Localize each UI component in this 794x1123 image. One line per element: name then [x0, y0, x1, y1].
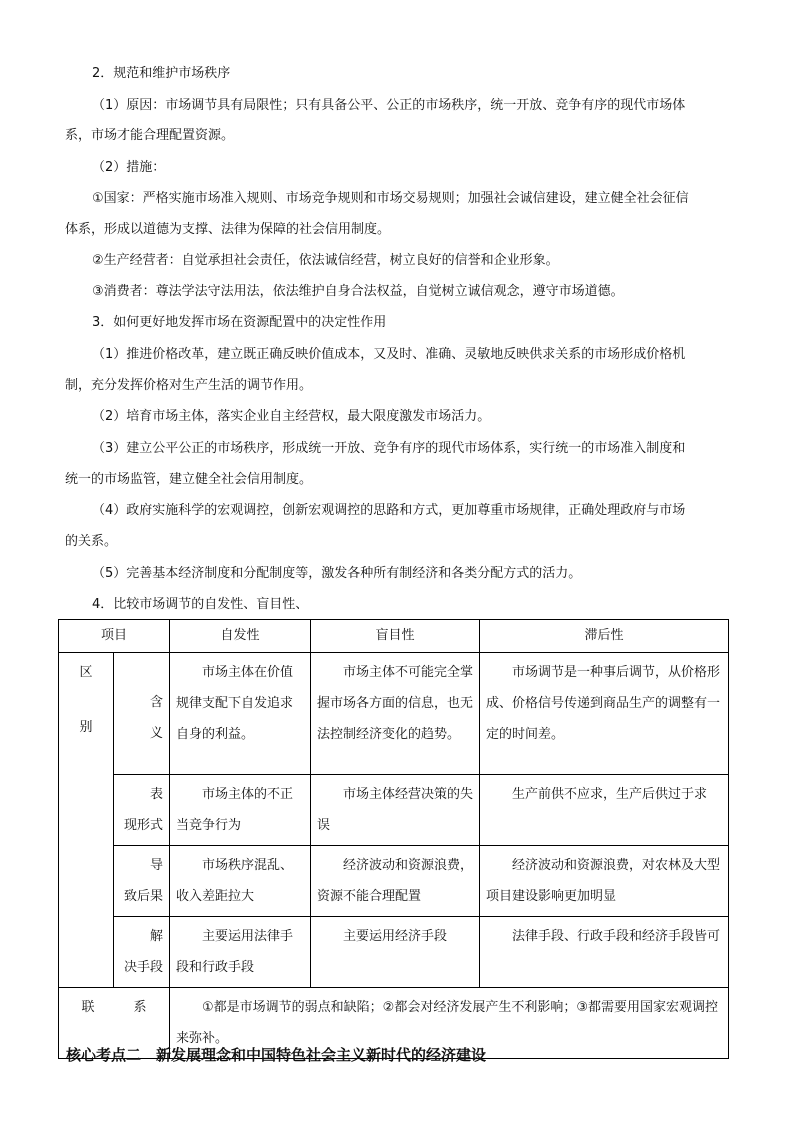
- table-row: [59, 653, 729, 775]
- cell-meaning-spontaneity: 市场主体在价值规律支配下自发追求自身的利益。: [170, 653, 311, 775]
- section-3-point5: （5）完善基本经济制度和分配制度等，激发各种所有制经济和各类分配方式的活力。: [92, 566, 582, 581]
- header-item: 项目: [59, 620, 170, 653]
- group-label-char1: 区: [79, 665, 93, 680]
- section-3-point2: （2）培育市场主体，落实企业自主经营权，最大限度激发市场活力。: [92, 409, 491, 424]
- header-lag: 滞后性: [480, 620, 729, 653]
- section-3-point1-line1: （1）推进价格改革，建立既正确反映价值成本，又及时、准确、灵敏地反映供求关系的市场形成价格机: [92, 347, 686, 362]
- section-2-measure-consumers: ③消费者：尊法学法守法用法，依法维护自身合法权益，自觉树立诚信观念，遵守市场道德。: [92, 284, 624, 299]
- group-label-char2: 别: [79, 720, 93, 735]
- row-label-line2: 现形式: [124, 818, 164, 833]
- row-label-line1: 解: [150, 929, 164, 944]
- row-label-line2: 致后果: [124, 889, 164, 904]
- cell-consequence-blindness: 经济波动和资源浪费，资源不能合理配置: [311, 846, 480, 917]
- table-row: [59, 775, 729, 846]
- section-3-point3-line1: （3）建立公平公正的市场秩序，形成统一开放、竞争有序的现代市场体系，实行统一的市场准入制度和: [92, 441, 686, 456]
- cell-form-blindness: 市场主体经营决策的失误: [311, 775, 480, 846]
- cell-solution-spontaneity: 主要运用法律手段和行政手段: [170, 917, 311, 988]
- cell-consequence-spontaneity: 市场秩序混乱、收入差距拉大: [170, 846, 311, 917]
- table-header-row: [59, 620, 729, 653]
- row-label-line1: 导: [150, 858, 164, 873]
- cell-solution-lag: 法律手段、行政手段和经济手段皆可: [480, 917, 729, 988]
- section-3-point1-line2: 制，充分发挥价格对生产生活的调节作用。: [65, 378, 313, 393]
- core-heading: 核心考点二 新发展理念和中国特色社会主义新时代的经济建设: [66, 1046, 487, 1064]
- cell-form-lag: 生产前供不应求，生产后供过于求: [480, 775, 729, 846]
- cell-meaning-blindness: 市场主体不可能完全掌握市场各方面的信息，也无法控制经济变化的趋势。: [311, 653, 480, 775]
- section-3-point4-line2: 的关系。: [65, 534, 118, 549]
- header-blindness: 盲目性: [311, 620, 480, 653]
- table-row: [59, 917, 729, 988]
- section-3-title: 3．如何更好地发挥市场在资源配置中的决定性作用: [92, 315, 387, 330]
- cell-form-spontaneity: 市场主体的不正当竞争行为: [170, 775, 311, 846]
- header-spontaneity: 自发性: [170, 620, 311, 653]
- row-label-line1: 含: [150, 695, 164, 710]
- section-2-measure-state-line2: 体系，形成以道德为支撑、法律为保障的社会信用制度。: [65, 222, 391, 237]
- cell-consequence-lag: 经济波动和资源浪费，对农林及大型项目建设影响更加明显: [480, 846, 729, 917]
- table-row: [59, 846, 729, 917]
- section-2-measure-producers: ②生产经营者：自觉承担社会责任，依法诚信经营，树立良好的信誉和企业形象。: [92, 253, 559, 268]
- cell-meaning-lag: 市场调节是一种事后调节，从价格形成、价格信号传递到商品生产的调整有一定的时间差。: [480, 653, 729, 775]
- section-2-title: 2．规范和维护市场秩序: [92, 66, 231, 81]
- section-2-reason-line1: （1）原因：市场调节具有局限性；只有具备公平、公正的市场秩序，统一开放、竞争有序的现代市场体: [92, 98, 686, 113]
- row-label-form: [114, 775, 170, 846]
- cell-solution-blindness: 主要运用经济手段: [311, 917, 480, 988]
- row-label-line2: 决手段: [124, 960, 164, 975]
- row-label-solution: [114, 917, 170, 988]
- comparison-table: [58, 619, 729, 1059]
- section-3-point3-line2: 统一的市场监管，建立健全社会信用制度。: [65, 472, 313, 487]
- row-label-line2: 义: [150, 726, 164, 741]
- section-2-measures-label: （2）措施：: [92, 160, 166, 175]
- row-label-consequence: [114, 846, 170, 917]
- section-2-measure-state-line1: ①国家：严格实施市场准入规则、市场竞争规则和市场交易规则；加强社会诚信建设，建立健全社会征信: [92, 191, 689, 206]
- section-3-point4-line1: （4）政府实施科学的宏观调控，创新宏观调控的思路和方式，更加尊重市场规律，正确处理政府与市场: [92, 503, 686, 518]
- relation-label: 联 系: [59, 988, 170, 1059]
- section-2-reason-line2: 系，市场才能合理配置资源。: [65, 128, 235, 143]
- row-label-meaning: [114, 653, 170, 775]
- row-label-line1: 表: [150, 787, 164, 802]
- group-label-difference: [59, 653, 114, 988]
- relation-text: ①都是市场调节的弱点和缺陷；②都会对经济发展产生不利影响；③都需要用国家宏观调控来弥补。: [170, 988, 729, 1059]
- section-4-title: 4．比较市场调节的自发性、盲目性、: [92, 597, 309, 612]
